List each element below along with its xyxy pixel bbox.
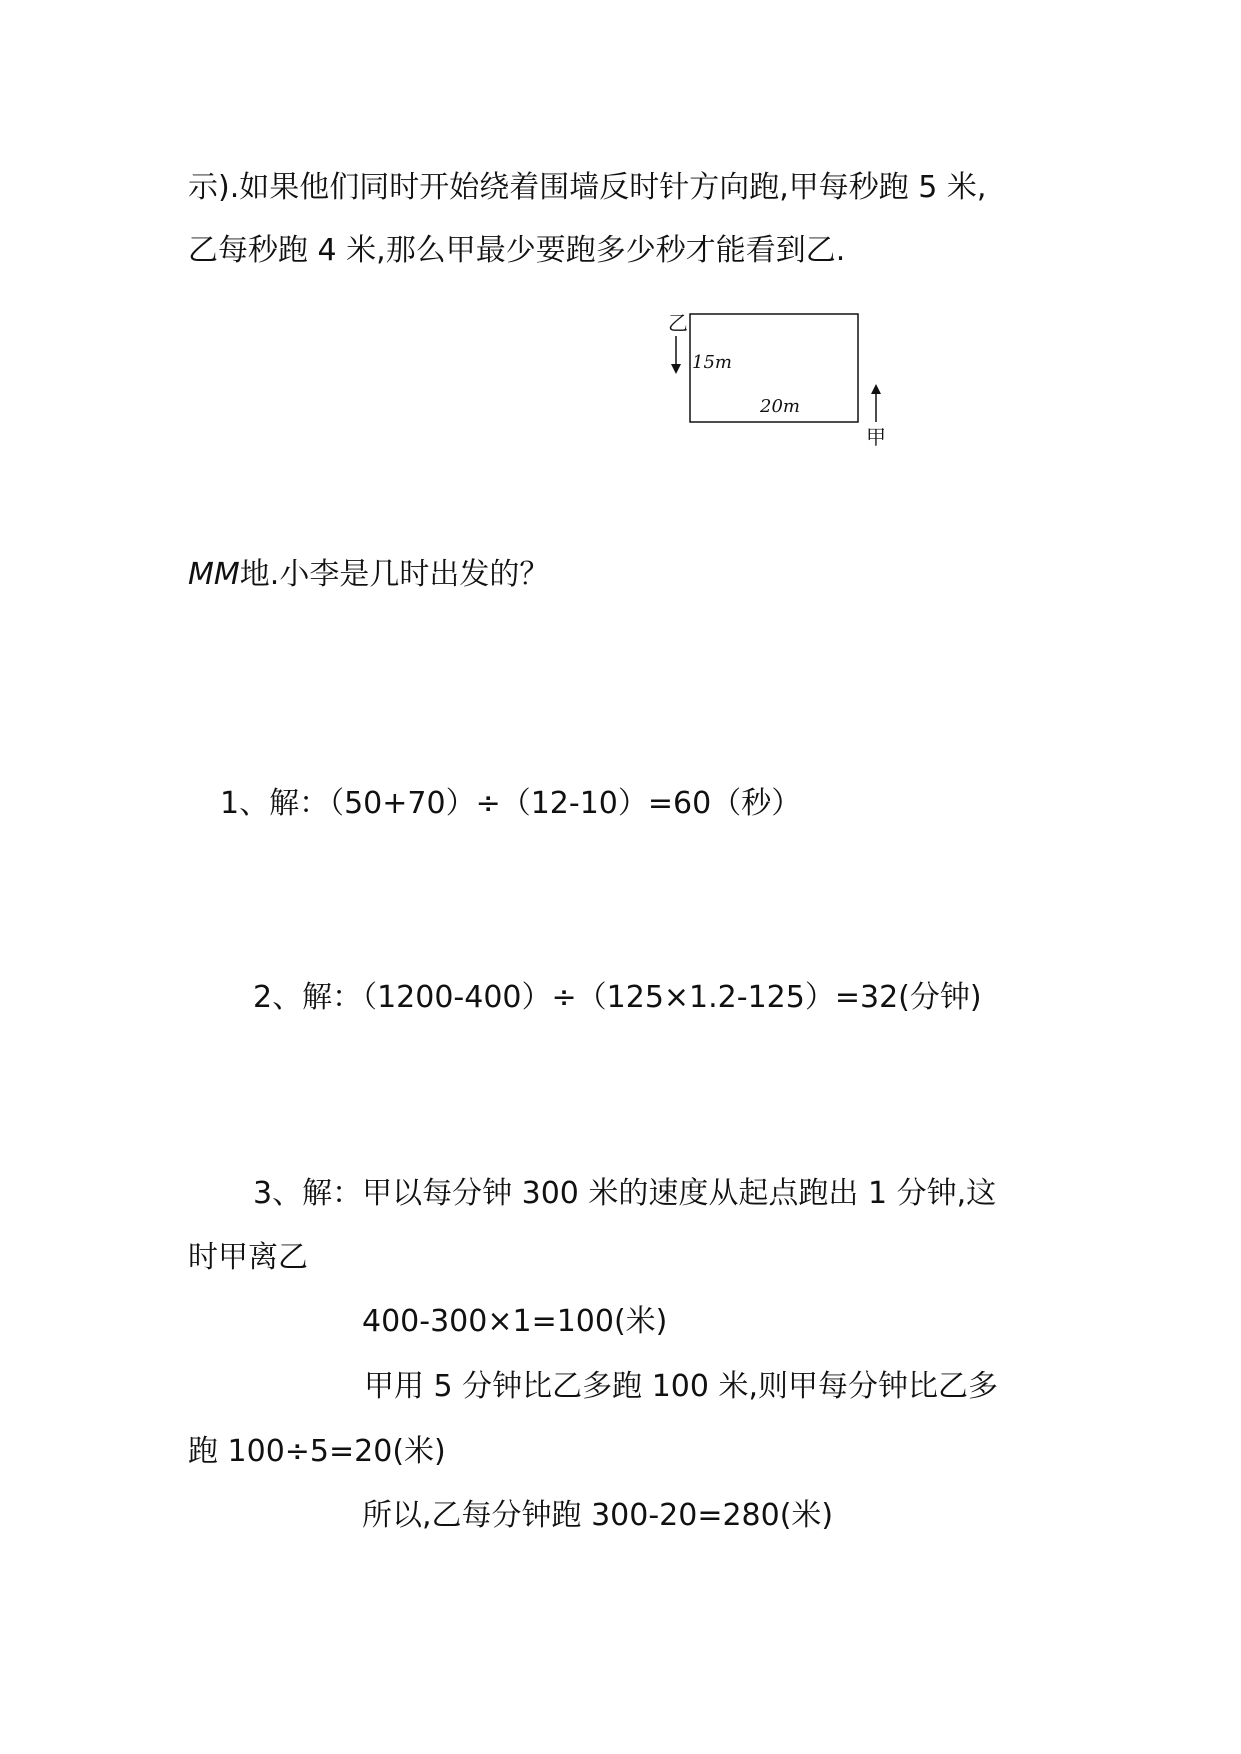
problem2-prefix: MM xyxy=(188,557,240,592)
solution-3-line-1: 3、解：甲以每分钟 300 米的速度从起点跑出 1 分钟,这 xyxy=(253,1176,997,1211)
bottom-length-label: 20m xyxy=(760,396,800,417)
solution-3-line-6: 所以,乙每分钟跑 300-20=280(米) xyxy=(362,1498,834,1533)
solution-3-line-4: 甲用 5 分钟比乙多跑 100 米,则甲每分钟比乙多 xyxy=(364,1369,999,1404)
arrow-down-icon xyxy=(671,364,681,374)
problem2-line xyxy=(188,555,549,595)
problem-line-2: 乙每秒跑 4 米,那么甲最少要跑多少秒才能看到乙. xyxy=(188,233,846,268)
solution-3-line-5: 跑 100÷5=20(米) xyxy=(188,1434,446,1469)
label-jia: 甲 xyxy=(866,425,886,449)
solution-3-line-3: 400-300×1=100(米) xyxy=(362,1304,668,1339)
solution-2: 2、解：（1200-400）÷（125×1.2-125）=32(分钟) xyxy=(253,980,982,1015)
solution-1: 1、解：（50+70）÷（12-10）=60（秒） xyxy=(220,786,802,821)
rectangle-track-diagram xyxy=(660,300,900,450)
problem2-text: 地.小李是几时出发的？ xyxy=(239,557,550,592)
arrow-up-icon xyxy=(871,384,881,394)
side-length-label: 15m xyxy=(692,352,732,373)
label-yi: 乙 xyxy=(668,311,688,335)
problem-line-1: 示).如果他们同时开始绕着围墙反时针方向跑,甲每秒跑 5 米, xyxy=(188,170,987,205)
solution-3-line-2: 时甲离乙 xyxy=(188,1240,308,1275)
